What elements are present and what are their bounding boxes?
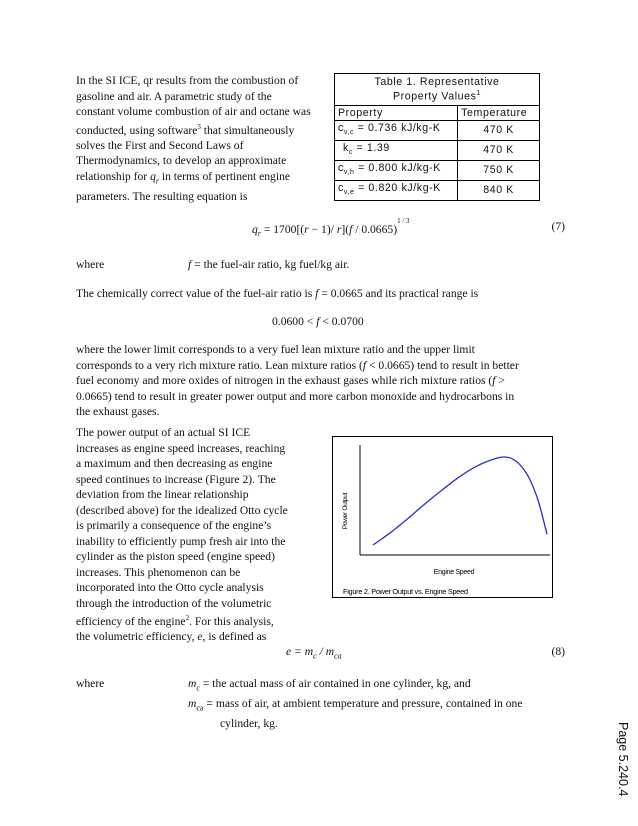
where-mass-definitions: where $m_c$ = the actual mass of air contained in one cylinder, kg, and $m_{ca}$ = mass of air, at ambient temperature and pressure, contained in one cylinder, kg. — [76, 677, 523, 730]
table-caption: Table 1. Representative Property Values$^1$ — [335, 74, 540, 106]
intro-line: relationship for $q_r$ in terms of pertinent engine — [76, 169, 291, 186]
intro-line: In the SI ICE, qr results from the combustion of — [76, 74, 299, 87]
power-curve — [373, 457, 547, 545]
intro-line: Thermodynamics, to develop an approximate — [76, 154, 287, 168]
intro-line: constant volume combustion of air and octane was — [76, 105, 311, 118]
equation-8: $e = m_c / m_{ca}$ (8) — [286, 645, 565, 661]
intro-line: parameters. The resulting equation is — [76, 189, 248, 203]
power-output-chart — [333, 437, 552, 597]
table-row: $c_{v,h} = 0.800$ kJ/kg-K 750 K — [335, 160, 540, 180]
where-f-definition: where f = the fuel-air ratio, kg fuel/kg air. — [76, 258, 350, 271]
intro-line: gasoline and air. A parametric study of the — [76, 89, 272, 103]
equation-number: (8) — [551, 645, 565, 658]
limit-paragraph: where the lower limit corresponds to a very fuel lean mixture ratio and the upper limit corresponds to a very rich mixture ratio. Lean mixture ratios (f < 0.0665) tend to result in better fuel economy and more oxides of nitrogen in the exhaust gases while rich mixture ratios (f > 0.0665) tend to result in greater power output and more carbon monoxide and hydrocarbons in the exhaust gases. — [76, 343, 519, 418]
table-header-property: Property — [335, 105, 458, 120]
table-header-temperature: Temperature — [458, 105, 540, 120]
equation-7: $q_r = 1700[(r - 1)/$ r](f / 0.0665)$^{1 / 3}$ (7) — [252, 217, 565, 239]
intro-paragraph — [76, 73, 327, 204]
property-table — [334, 73, 540, 201]
chemical-ratio-paragraph: The chemically correct value of the fuel-air ratio is f = 0.0665 and its practical range is — [76, 287, 479, 300]
figure-2 — [332, 436, 553, 598]
x-axis-label: Engine Speed — [433, 569, 475, 576]
range-equation: 0.0600 < f < 0.0700 — [272, 315, 364, 328]
power-output-paragraph: The power output of an actual SI ICE increases as engine speed increases, reaching a maximum and then decreasing as engine speed continues to increase (Figure 2). The deviation from the linear relationship (described above) for the idealized Otto cycle is primarily a consequence of the engine’s inability to efficiently pump fresh air into the cylinder as the piston speed (engine speed) increases. This phenomenon can be incorporated into the Otto cycle analysis through the introduction of the volumetric efficiency of the engine$^2$. For this analysis, the volumetric efficiency, e, is defined as — [76, 426, 288, 644]
page-number: Page 5.240.4 — [616, 722, 630, 797]
figure-caption: Figure 2. Power Output vs. Engine Speed — [343, 587, 468, 596]
table-row: $c_{v,e} = 0.820$ kJ/kg-K 840 K — [335, 180, 540, 200]
equation-number: (7) — [551, 220, 565, 233]
table-row: $k_c = 1.39$ 470 K — [335, 140, 540, 160]
y-axis-label: Power Output — [342, 492, 349, 530]
intro-line: conducted, using software$^3$ that simultaneously — [76, 122, 295, 137]
table-row: $c_{v,c} = 0.736$ kJ/kg-K 470 K — [335, 120, 540, 140]
intro-line: solves the First and Second Laws of — [76, 138, 244, 152]
